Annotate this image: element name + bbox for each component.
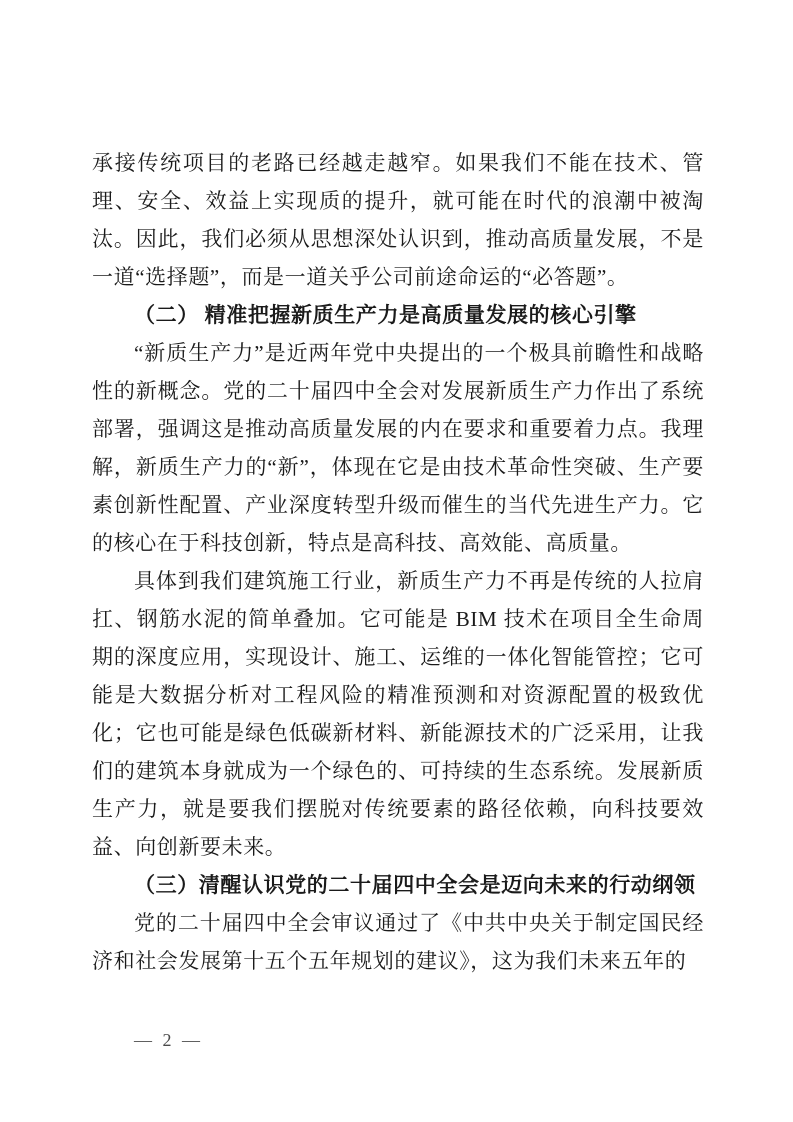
paragraph-continuation: 承接传统项目的老路已经越走越窄。如果我们不能在技术、管理、安全、效益上实现质的提升，就可能在时代的浪潮中被淘汰。因此，我们必须从思想深处认识到，推动高质量发展，不是一道“选择题”，而是一道关乎公司前途命运的“必答题”。 [92,151,704,289]
paragraph-plenary-session: 党的二十届四中全会审议通过了《中共中央关于制定国民经济和社会发展第十五个五年规划的建议》，这为我们未来五年的 [92,911,704,973]
section-heading-ii: （二） 精准把握新质生产力是高质量发展的核心引擎 [134,303,637,327]
paragraph-new-productive-forces: “新质生产力”是近两年党中央提出的一个极具前瞻性和战略性的新概念。党的二十届四中全会对发展新质生产力作出了系统部署，强调这是推动高质量发展的内在要求和重要着力点。我理解，新质生产力的“新”，体现在它是由技术革命性突破、生产要素创新性配置、产业深度转型升级而催生的当代先进生产力。它的核心在于科技创新，特点是高科技、高效能、高质量。 [92,341,704,555]
document-body [92,144,704,980]
page-number: — 2 — [134,1030,203,1050]
paragraph-construction-industry: 具体到我们建筑施工行业，新质生产力不再是传统的人拉肩扛、钢筋水泥的简单叠加。它可能是 BIM 技术在项目全生命周期的深度应用，实现设计、施工、运维的一体化智能管控；它可能是大数据分析对工程风险的精准预测和对资源配置的极致优化；它也可能是绿色低碳新材料、新能源技术的广泛采用，让我们的建筑本身就成为一个绿色的、可持续的生态系统。发展新质生产力，就是要我们摆脱对传统要素的路径依赖，向科技要效益、向创新要未来。 [92,569,704,859]
section-heading-iii: （三）清醒认识党的二十届四中全会是迈向未来的行动纲领 [134,873,696,897]
